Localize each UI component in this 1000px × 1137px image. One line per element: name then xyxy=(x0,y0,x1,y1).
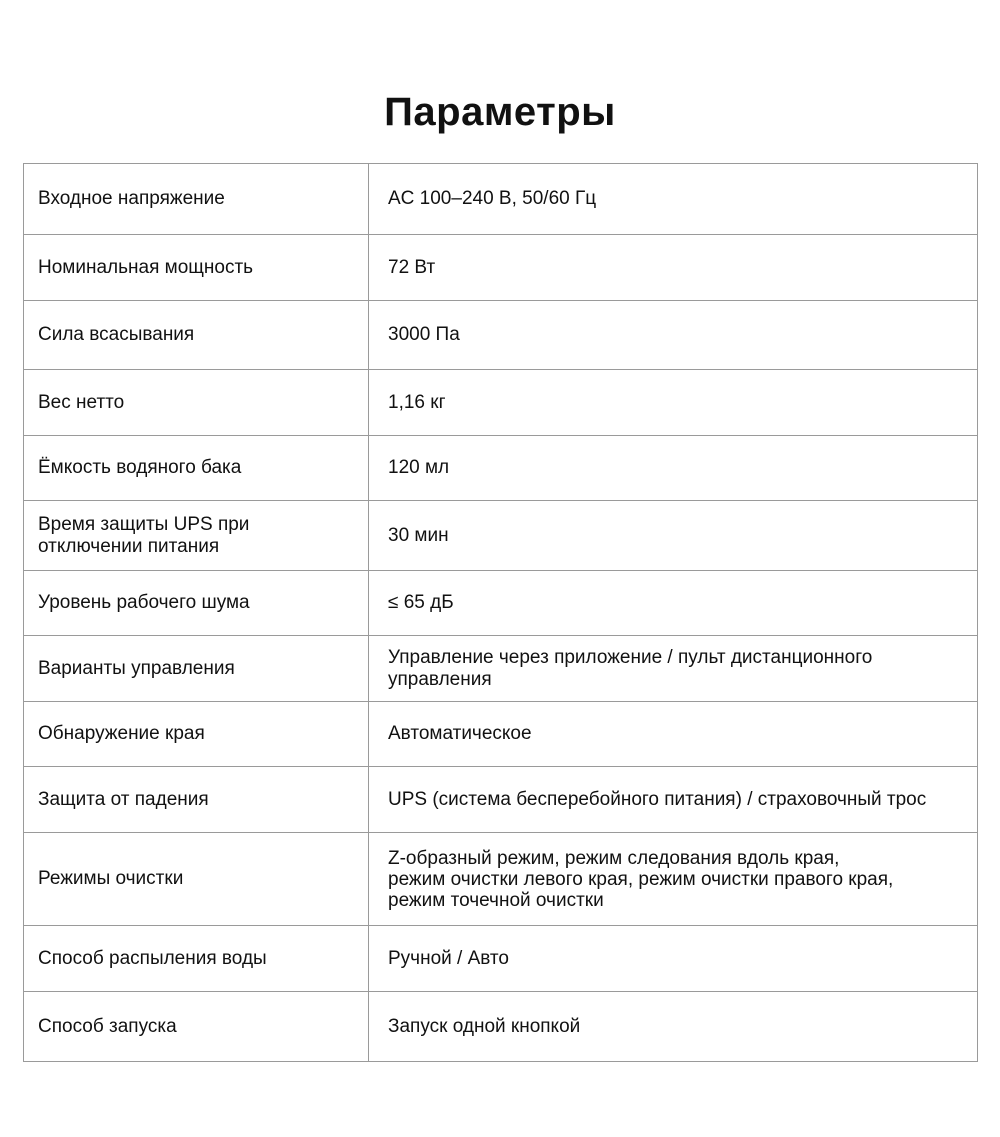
param-label: Вес нетто xyxy=(24,370,369,436)
table-row xyxy=(24,235,978,301)
table-row xyxy=(24,370,978,436)
param-label: Сила всасывания xyxy=(24,301,369,370)
table-row xyxy=(24,301,978,370)
param-value: AC 100–240 В, 50/60 Гц xyxy=(369,164,978,235)
param-label: Уровень рабочего шума xyxy=(24,571,369,636)
param-value: Запуск одной кнопкой xyxy=(369,992,978,1062)
table-row xyxy=(24,164,978,235)
table-row xyxy=(24,833,978,926)
table-row xyxy=(24,926,978,992)
parameters-table xyxy=(23,163,978,1062)
page-title: Параметры xyxy=(384,90,616,134)
table-row xyxy=(24,636,978,702)
param-label: Способ распыления воды xyxy=(24,926,369,992)
param-label: Входное напряжение xyxy=(24,164,369,235)
param-value: 3000 Па xyxy=(369,301,978,370)
table-row xyxy=(24,992,978,1062)
param-label: Обнаружение края xyxy=(24,702,369,767)
param-label: Время защиты UPS при отключении питания xyxy=(24,501,369,571)
param-label: Номинальная мощность xyxy=(24,235,369,301)
param-value: 1,16 кг xyxy=(369,370,978,436)
param-value: ≤ 65 дБ xyxy=(369,571,978,636)
param-value: Управление через приложение / пульт дистанционного управления xyxy=(369,636,978,702)
table-row xyxy=(24,501,978,571)
param-value: UPS (система бесперебойного питания) / страховочный трос xyxy=(369,767,978,833)
param-label: Ёмкость водяного бака xyxy=(24,436,369,501)
param-value: 120 мл xyxy=(369,436,978,501)
param-label: Способ запуска xyxy=(24,992,369,1062)
param-value: 30 мин xyxy=(369,501,978,571)
param-value: Автоматическое xyxy=(369,702,978,767)
table-row xyxy=(24,436,978,501)
param-label: Защита от падения xyxy=(24,767,369,833)
table-row xyxy=(24,571,978,636)
param-label: Варианты управления xyxy=(24,636,369,702)
param-value: 72 Вт xyxy=(369,235,978,301)
param-value: Ручной / Авто xyxy=(369,926,978,992)
param-value: Z-образный режим, режим следования вдоль края, режим очистки левого края, режим очистки правого края, режим точечной очистки xyxy=(369,833,978,926)
param-label: Режимы очистки xyxy=(24,833,369,926)
table-row xyxy=(24,767,978,833)
table-row xyxy=(24,702,978,767)
